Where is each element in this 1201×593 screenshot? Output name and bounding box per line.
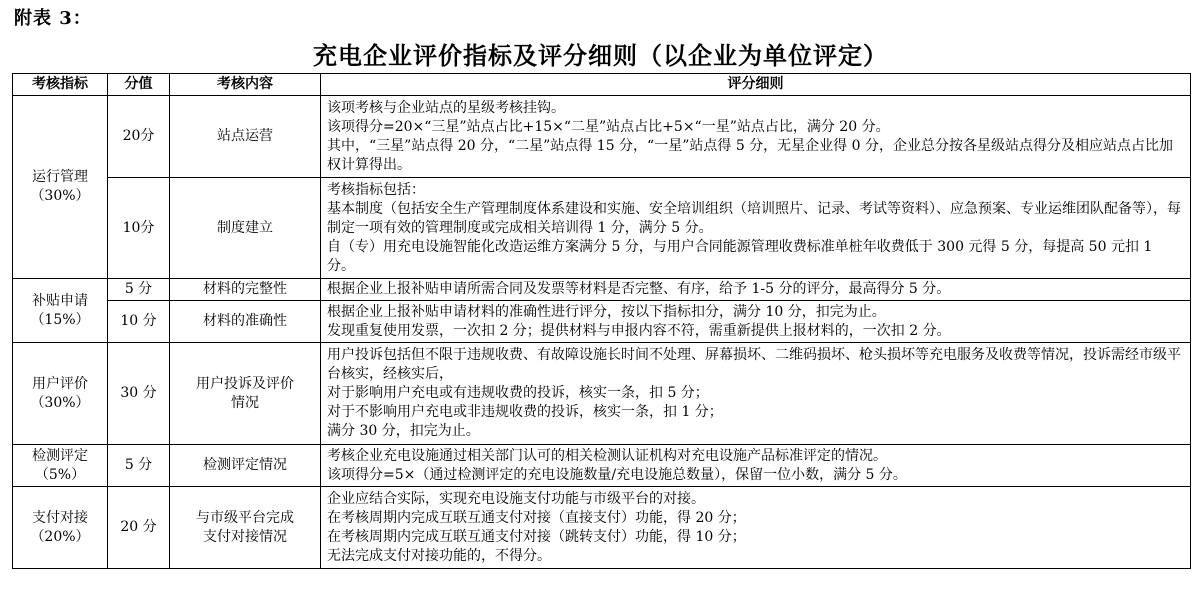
content-cell [170, 301, 321, 343]
score-cell: 5 分 [108, 445, 170, 487]
table-row [13, 343, 1191, 445]
indicator-weight: （30%） [30, 188, 90, 204]
indicator-cell [13, 96, 108, 279]
content-cell [170, 445, 321, 487]
header-score: 分值 [108, 74, 170, 96]
detail-cell [321, 301, 1191, 343]
indicator-name: 用户评价 [32, 375, 88, 392]
detail-cell [321, 487, 1191, 569]
indicator-cell [13, 445, 108, 487]
table-row [13, 178, 1191, 279]
content-cell [170, 343, 321, 445]
indicator-weight: （5%） [34, 466, 86, 483]
content-text: 制度建立 [217, 219, 273, 236]
content-cell [170, 279, 321, 301]
indicator-cell [13, 343, 108, 445]
scoring-table [12, 73, 1191, 569]
detail-line: 考核企业充电设施通过相关部门认可的相关检测认证机构对充电设施产品标准评定的情况。 [327, 447, 887, 464]
detail-line: 该项得分=20×“三星”站点占比+15×“二星”站点占比+5×“一星”站点占比，满分 20 分。 [327, 118, 890, 135]
detail-line: 基本制度（包括安全生产管理制度体系建设和实施、安全培训组织（培训照片、记录、考试等资料）、应急预案、专业运维团队配备等），每制定一项有效的管理制度或完成相关培训得 1 分，满分 5 分。 [327, 200, 1181, 236]
detail-line: 在考核周期内完成互联互通支付对接（跳转支付）功能，得 10 分； [327, 528, 746, 545]
document-title: 充电企业评价指标及评分细则（以企业为单位评定） [313, 41, 888, 70]
detail-cell [321, 445, 1191, 487]
detail-line: 根据企业上报补贴申请所需合同及发票等材料是否完整、有序，给予 1-5 分的评分，最高得分 5 分。 [327, 281, 951, 297]
content-text: 与市级平台完成 [196, 509, 294, 526]
score-cell: 5 分 [108, 279, 170, 301]
content-text: 用户投诉及评价 [196, 375, 294, 392]
detail-line: 对于不影响用户充电或非违规收费的投诉，核实一条，扣 1 分； [327, 404, 723, 420]
table-row [13, 279, 1191, 301]
detail-cell [321, 178, 1191, 279]
detail-cell [321, 279, 1191, 301]
table-row [13, 445, 1191, 487]
header-content: 考核内容 [170, 74, 321, 96]
score-cell: 20 分 [108, 487, 170, 569]
detail-cell [321, 96, 1191, 178]
indicator-name: 补贴申请 [32, 292, 88, 309]
content-text: 材料的准确性 [203, 313, 287, 329]
content-text: 材料的完整性 [203, 281, 287, 297]
detail-line: 发现重复使用发票，一次扣 2 分；提供材料与申报内容不符，需重新提供上报材料的，一次扣 2 分。 [327, 322, 951, 339]
detail-line: 该项考核与企业站点的星级考核挂钩。 [327, 99, 565, 116]
detail-line: 该项得分=5×（通过检测评定的充电设施数量/充电设施总数量），保留一位小数，满分 5 分。 [327, 466, 907, 483]
content-text: 支付对接情况 [203, 528, 287, 545]
detail-line: 在考核周期内完成互联互通支付对接（直接支付）功能，得 20 分； [327, 509, 746, 526]
detail-line: 其中，“三星”站点得 20 分，“二星”站点得 15 分，“一星”站点得 5 分，无星企业得 0 分，企业总分按各星级站点得分及相应站点占比加权计算得出。 [327, 137, 1173, 173]
detail-line: 根据企业上报补贴申请材料的准确性进行评分，按以下指标扣分，满分 10 分，扣完为止。 [327, 303, 886, 320]
detail-line: 自（专）用充电设施智能化改造运维方案满分 5 分，与用户合同能源管理收费标准单桩年收费低于 300 元得 5 分，每提高 50 元扣 1 分。 [327, 238, 1153, 274]
indicator-weight: （20%） [30, 528, 90, 545]
score-cell: 10分 [108, 178, 170, 279]
detail-line: 考核指标包括： [327, 181, 425, 198]
annex-label: 附表 3： [14, 8, 92, 29]
score-cell: 30 分 [108, 343, 170, 445]
header-indicator: 考核指标 [13, 74, 108, 96]
content-cell [170, 487, 321, 569]
content-text: 情况 [231, 394, 259, 411]
table-header-row [13, 74, 1191, 96]
detail-line: 对于影响用户充电或有违规收费的投诉，核实一条，扣 5 分； [327, 385, 709, 401]
content-cell [170, 96, 321, 178]
detail-cell [321, 343, 1191, 445]
table-row [13, 96, 1191, 178]
detail-line: 无法完成支付对接功能的，不得分。 [327, 547, 551, 564]
indicator-name: 运行管理 [32, 169, 88, 185]
content-text: 检测评定情况 [203, 457, 287, 473]
detail-line: 用户投诉包括但不限于违规收费、有故障设施长时间不处理、屏幕损坏、二维码损坏、枪头损坏等充电服务及收费等情况，投诉需经市级平台核实，经核实后， [327, 347, 1181, 382]
indicator-cell [13, 279, 108, 343]
detail-line: 满分 30 分，扣完为止。 [327, 423, 480, 439]
table-row [13, 487, 1191, 569]
content-text: 站点运营 [217, 128, 273, 144]
score-cell: 10 分 [108, 301, 170, 343]
score-cell: 20分 [108, 96, 170, 178]
detail-line: 企业应结合实际，实现充电设施支付功能与市级平台的对接。 [327, 490, 705, 507]
indicator-name: 支付对接 [32, 509, 88, 526]
indicator-name: 检测评定 [32, 447, 88, 464]
content-cell [170, 178, 321, 279]
indicator-weight: （15%） [30, 311, 90, 328]
indicator-cell [13, 487, 108, 569]
table-row [13, 301, 1191, 343]
indicator-weight: （30%） [30, 394, 90, 411]
header-details: 评分细则 [321, 74, 1191, 96]
